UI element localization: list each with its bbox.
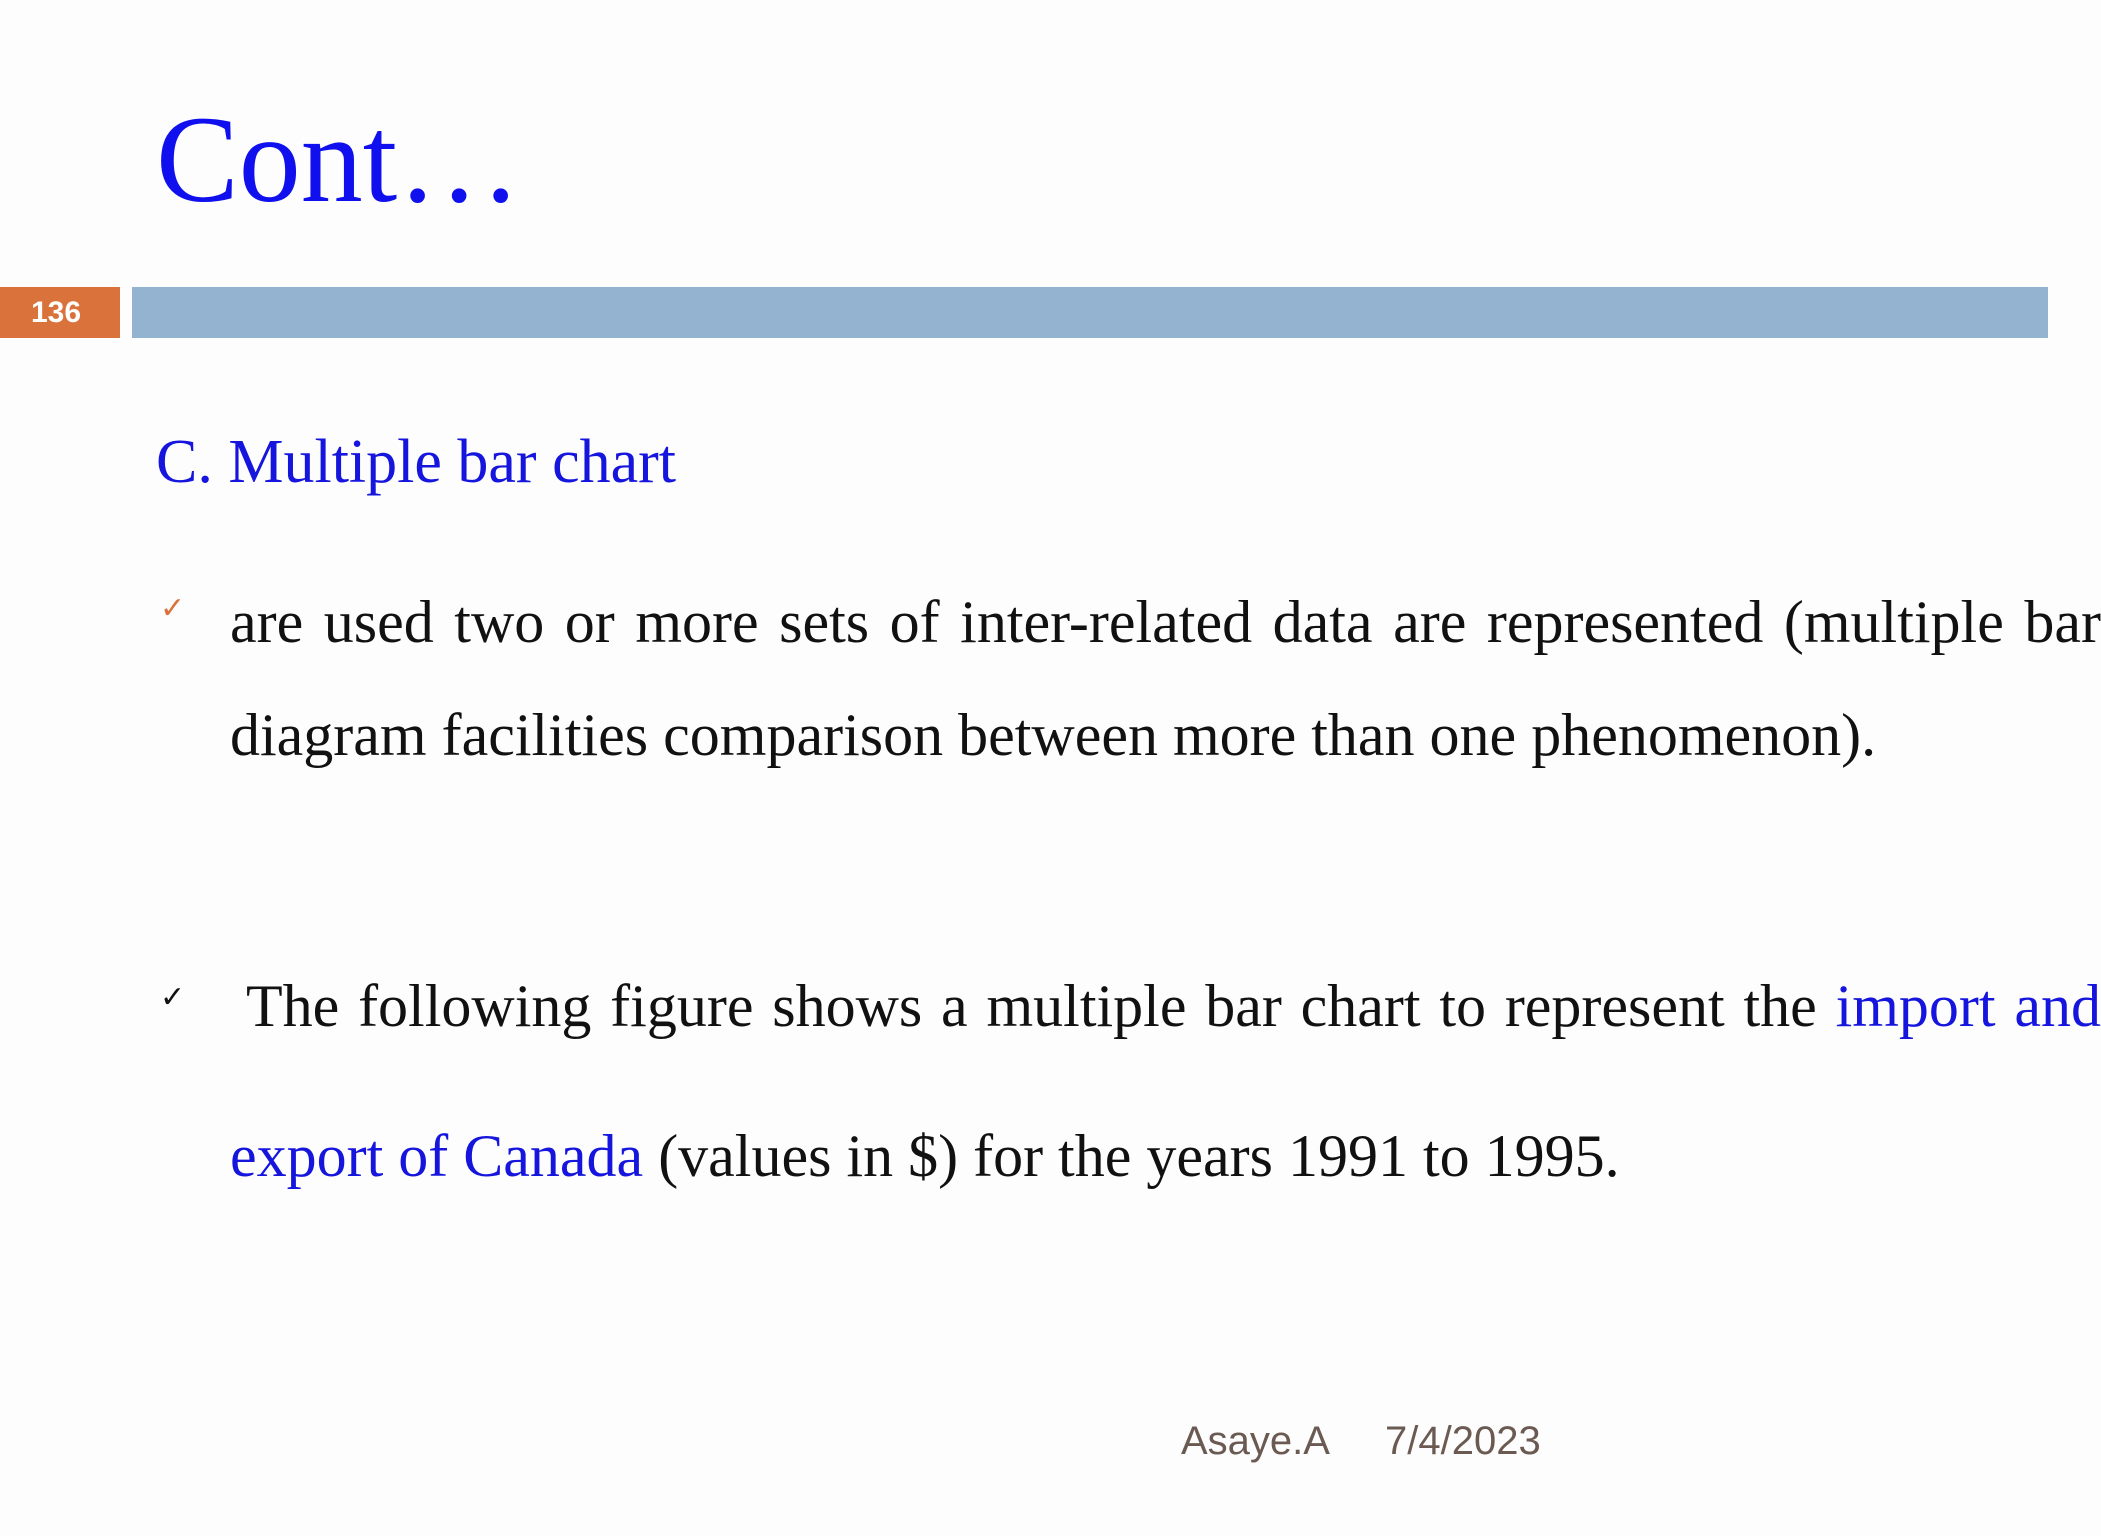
bullet-text: are used two or more sets of inter-related data are represented (multiple bar diagram facilities comparison between more than one phenomenon). xyxy=(230,589,2101,768)
slide-number: 136 xyxy=(31,296,82,329)
section-heading: C. Multiple bar chart xyxy=(156,428,676,496)
header-divider-bar xyxy=(132,287,2048,338)
checkmark-icon: ✓ xyxy=(160,980,186,1015)
footer-date: 7/4/2023 xyxy=(1385,1419,1541,1463)
highlighted-phrase: import and export of Canada xyxy=(230,973,2101,1189)
slide-title: Cont… xyxy=(156,91,522,228)
bullet-text-lead: The following figure shows a multiple bar chart to represent the xyxy=(246,973,1817,1039)
slide-number-badge xyxy=(0,287,120,338)
bullet-text-tail: (values in $) for the years 1991 to 1995. xyxy=(658,1123,1620,1189)
checkmark-icon: ✓ xyxy=(160,591,186,626)
footer-author: Asaye.A xyxy=(1181,1419,1330,1463)
bullet-text xyxy=(230,931,2101,1231)
